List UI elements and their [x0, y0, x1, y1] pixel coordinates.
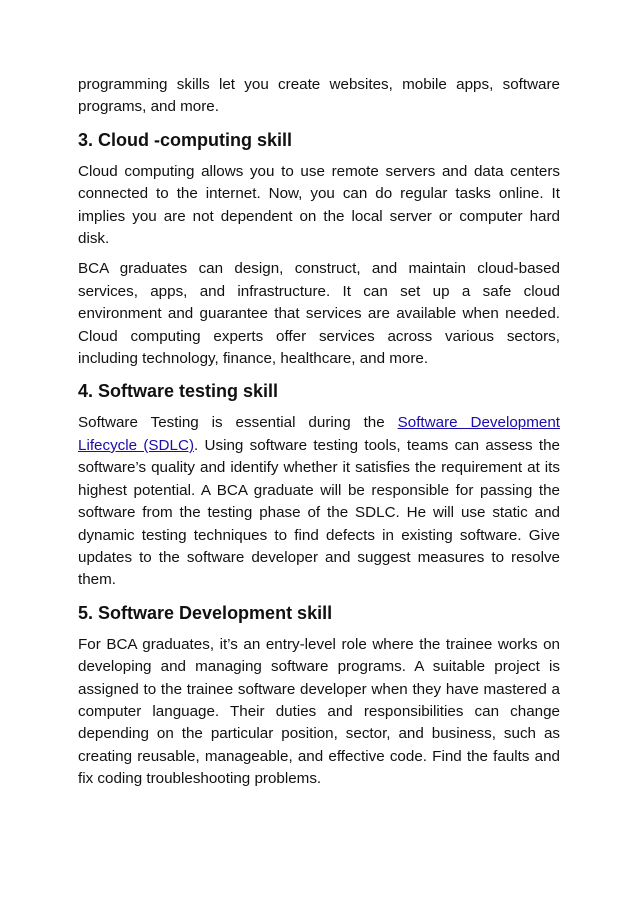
intro-paragraph: programming skills let you create websites, mobile apps, software programs, and more.: [78, 76, 560, 116]
cloud-paragraph-1: Cloud computing allows you to use remote servers and data centers connected to the internet. Now, you can do regular tasks online. It implies you are not dependent on the local server or computer hard disk.: [78, 162, 560, 248]
development-paragraph: For BCA graduates, it’s an entry-level role where the trainee works on developing and managing software programs. A suitable project is assigned to the trainee software developer when they have mastered a computer language. Their duties and responsibilities can change depending on the particular position, sector, and business, such as creating reusable, manageable, and effective code. Find the faults and fix coding troubleshooting problems.: [78, 635, 560, 788]
heading-software-development: 5. Software Development skill: [78, 602, 333, 623]
testing-text-before-link: Software Testing is essential during the: [78, 414, 398, 432]
heading-cloud-computing: 3. Cloud -computing skill: [78, 129, 293, 150]
sdlc-link[interactable]: Software Development Lifecycle (SDLC): [78, 414, 560, 454]
document-page: [78, 74, 560, 799]
testing-text-after-link: . Using software testing tools, teams can assess the software’s quality and identify whether it satisfies the requirement at its highest potential. A BCA graduate will be responsible for passing the software from the testing phase of the SDLC. He will use static and dynamic testing techniques to find defects in existing software. Give updates to the software developer and suggest measures to resolve them.: [78, 436, 561, 589]
heading-software-testing: 4. Software testing skill: [78, 381, 279, 402]
cloud-paragraph-2: BCA graduates can design, construct, and maintain cloud-based services, apps, and infrastructure. It can set up a safe cloud environment and guarantee that services are available when needed. Cloud computing experts offer services across various sectors, including technology, finance, healthcare, and more.: [78, 260, 560, 368]
testing-paragraph: [78, 412, 560, 591]
